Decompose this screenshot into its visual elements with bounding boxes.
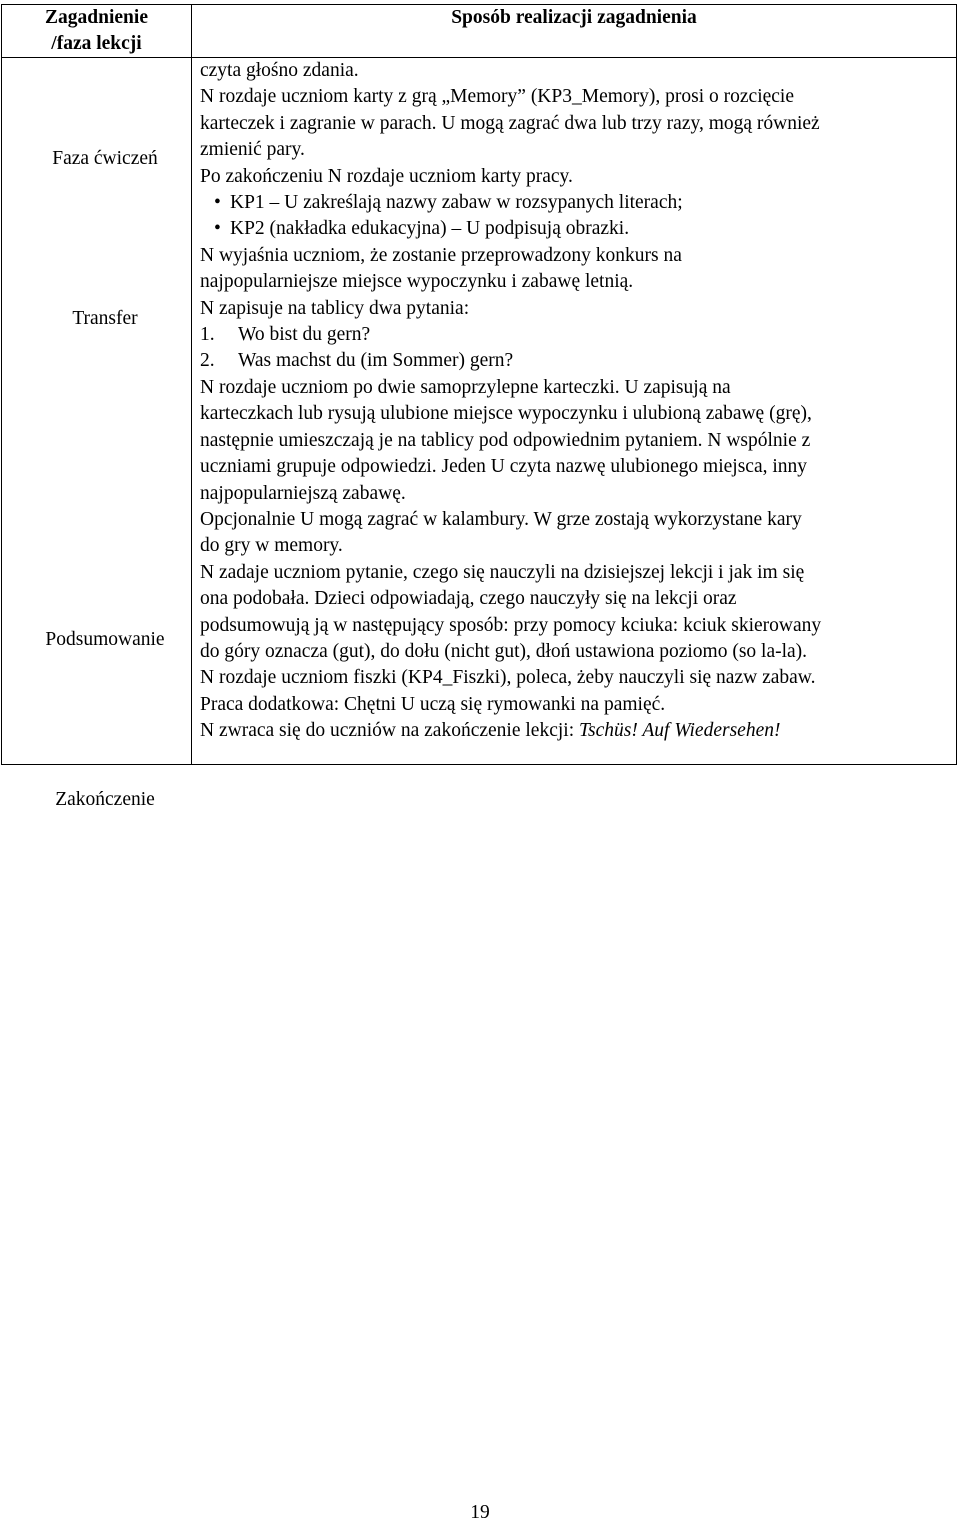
question-number: 2. (200, 350, 215, 372)
text-line: uczniami grupuje odpowiedzi. Jeden U czyta nazwę ulubionego miejsca, inny (200, 456, 808, 478)
page-number: 19 (470, 1502, 490, 1523)
question-text: Was machst du (im Sommer) gern? (238, 350, 514, 372)
table-header-row (2, 5, 957, 58)
phase-exercises: Faza ćwiczeń (52, 148, 158, 169)
text-line: podsumowują ją w następujący sposób: przy pomocy kciuka: kciuk skierowany (200, 614, 822, 636)
text-line: do góry oznacza (gut), do dołu (nicht gut), dłoń ustawiona poziomo (so la-la). (200, 640, 808, 662)
text-line: karteczkach lub rysują ulubione miejsce wypoczynku i ulubioną zabawę (grę), (200, 403, 812, 425)
list-item (214, 190, 948, 216)
phase-transfer: Transfer (72, 308, 138, 329)
list-item-text: KP1 – U zakreślają nazwy zabaw w rozsypanych literach; (230, 192, 683, 214)
closing-greeting: Tschüs! Auf Wiedersehen! (578, 720, 781, 742)
text-line: N rozdaje uczniom po dwie samoprzylepne karteczki. U zapisują na (200, 376, 731, 398)
header-phase (2, 5, 192, 58)
lesson-plan-table (1, 4, 957, 810)
text-line: czyta głośno zdania. (200, 60, 359, 81)
closing-text: N zwraca się do uczniów na zakończenie lekcji: (200, 720, 579, 742)
question-number: 1. (200, 324, 215, 346)
header-method: Sposób realizacji zagadnienia (192, 5, 957, 58)
list-item-text: KP2 (nakładka edukacyjna) – U podpisują obrazki. (230, 218, 630, 240)
phase-column (2, 58, 192, 810)
closing-line (200, 718, 948, 744)
text-line: zmienić pary. (200, 139, 305, 161)
worksheet-list (200, 190, 948, 243)
question-line (200, 322, 948, 348)
text-line: N rozdaje uczniom fiszki (KP4_Fiszki), poleca, żeby nauczyli się nazw zabaw. (200, 667, 816, 689)
text-line: Po zakończeniu N rozdaje uczniom karty pracy. (200, 165, 573, 187)
method-column (192, 58, 957, 765)
bullet-icon: • (214, 218, 221, 240)
text-line: N wyjaśnia uczniom, że zostanie przeprowadzony konkurs na (200, 244, 682, 266)
text-line: najpopularniejsze miejsce wypoczynku i zabawę letnią. (200, 271, 634, 293)
text-line: ona podobała. Dzieci odpowiadają, czego nauczyły się na lekcji oraz (200, 588, 737, 610)
text-line: N zadaje uczniom pytanie, czego się nauczyli na dzisiejszej lekcji i jak im się (200, 561, 805, 583)
header-phase-line2: /faza lekcji (51, 33, 142, 54)
phase-ending: Zakończenie (55, 789, 155, 810)
text-line: do gry w memory. (200, 535, 343, 557)
text-line: następnie umieszczają je na tablicy pod odpowiednim pytaniem. N wspólnie z (200, 429, 811, 451)
text-line: N zapisuje na tablicy dwa pytania: (200, 297, 470, 319)
table-body-row (2, 58, 957, 765)
list-item (214, 216, 948, 242)
text-line: N rozdaje uczniom karty z grą „Memory” (KP3_Memory), prosi o rozcięcie (200, 86, 794, 108)
bullet-icon: • (214, 192, 221, 214)
text-line: Opcjonalnie U mogą zagrać w kalambury. W grze zostają wykorzystane kary (200, 508, 802, 530)
question-text: Wo bist du gern? (238, 324, 371, 346)
text-line: Praca dodatkowa: Chętni U uczą się rymowanki na pamięć. (200, 693, 666, 715)
text-line: najpopularniejszą zabawę. (200, 482, 406, 504)
header-phase-line1: Zagadnienie (45, 7, 148, 28)
text-line: karteczek i zagranie w parach. U mogą zagrać dwa lub trzy razy, mogą również (200, 112, 820, 134)
question-line (200, 348, 948, 374)
phase-summary: Podsumowanie (45, 629, 165, 650)
